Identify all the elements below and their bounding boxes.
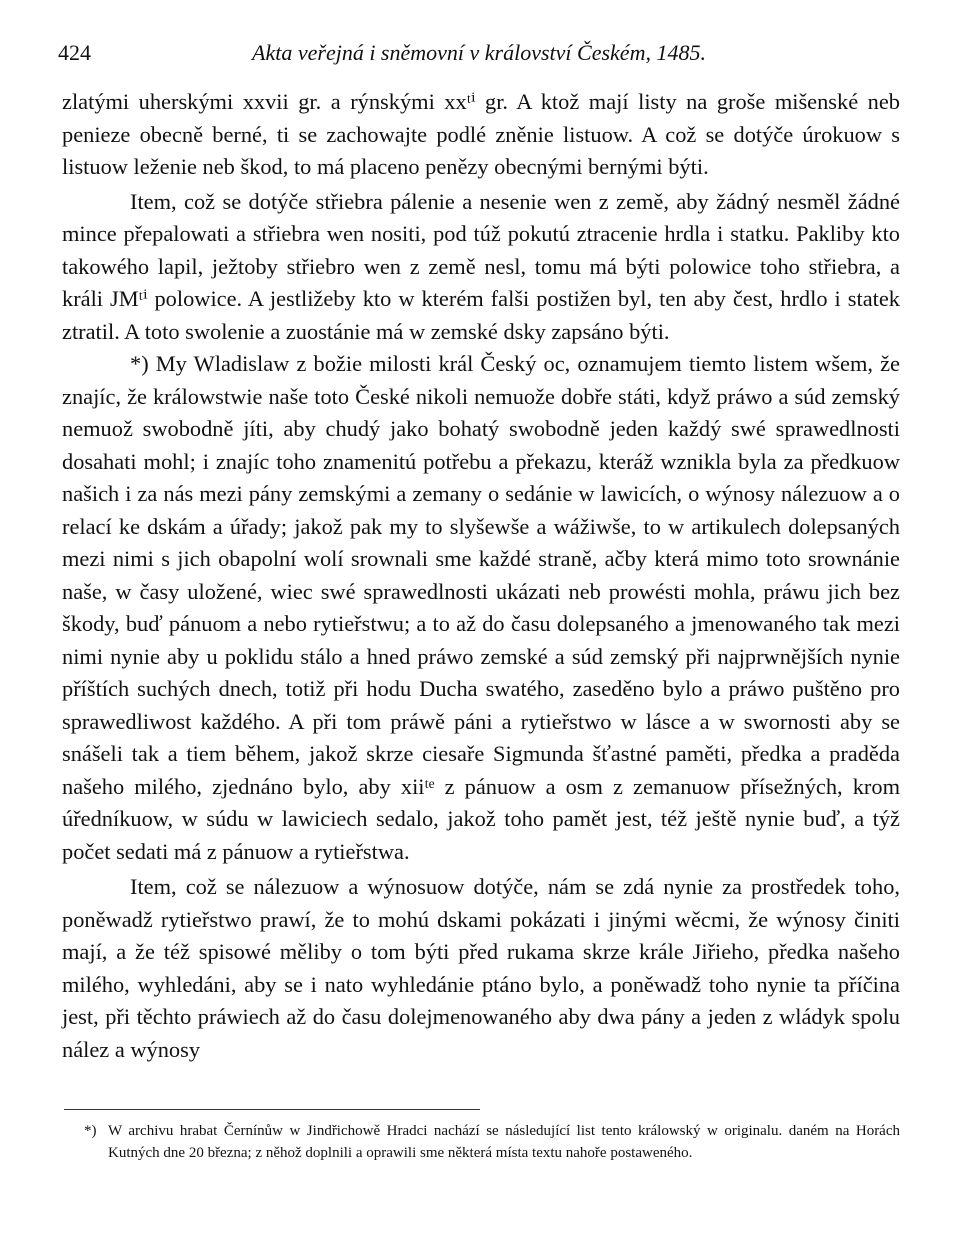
paragraph: zlatými uherskými xxvii gr. a rýnskými xxᵗⁱ gr. A ktož mají listy na groše mišenské neb penieze obecně berné, ti se zachowajte podlé zněnie listuow. A což se dotýče úrokuow s listuow leženie neb škod, to má placeno penězy obecnými bernými býti. <box>62 89 900 179</box>
page-number: 424 <box>58 40 91 65</box>
paragraph: Item, což se dotýče střiebra pálenie a nesenie wen z země, aby žádný nesměl žádné mince přepalowati a střiebra wen nositi, pod túž pokutú ztracenie hrdla i statku. Pakliby kto takowého lapil, ježtoby střiebro wen z země nesl, tomu má býti polowice toho střiebra, a králi JMᵗⁱ polowice. A jestližeby kto w kterém falši postižen byl, ten aby čest, hrdlo i statek ztratil. A toto swolenie a zuostánie má w zemské dsky zapsáno býti. <box>62 188 900 344</box>
paragraph: *) My Wladislaw z božie milosti král Český oc, oznamujem tiemto listem wšem, že znajíc, že králowstwie naše toto České nikoli nemuože dobře státi, když práwo a súd zemský nemuož swobodně jíti, aby chudý jako bohatý swobodně jeden každý swé sprawedlnosti dosahati mohl; i znajíc toho znamenitú potřebu a překazu, kteráž wznikla byla za předkuow našich i za nás mezi pány zemskými a zemany o sedánie w lawicích, o wýnosy nálezuow a o relací ke dskám a úřady; jakož pak my to slyšewše a wážiwše, to w artikulech dolepsaných mezi nimi s jich obapolní wolí srownali sme každé straně, ačby která mimo toto srownánie naše, w časy uložené, wiec swé sprawedlnosti ukázati neb prowésti mohla, práwu jich bez škody, buď pánuom a nebo rytieřstwu; a to až do času dolepsaného a jmenowaného tak mezi nimi nynie aby u poklidu stálo a hned práwo zemské a súd zemský při najprwnějších nynie příštích suchých dnech, totiž při hodu Ducha swatého, zaseděno bylo a práwo puštěno pro sprawedliwost každého. A při tom práwě páni a rytieřstwo w lásce a w swornosti aby se snášeli tak a tiem během, jakož skrze ciesaře Sigmunda šťastné paměti, předka a praděda našeho milého, zjednáno bylo, aby xiiᵗᵉ z pánuow a osm z zemanuow přísežných, krom úředníkuow, w súdu w lawiciech sedalo, jakož toho pamět jest, též ještě nynie buď, a týž počet sedati má z pánuow a rytieřstwa. <box>62 351 900 864</box>
body-text <box>62 86 900 1066</box>
footnote-marker: *) <box>84 1123 97 1139</box>
footnote-divider <box>64 1109 480 1110</box>
footnote <box>84 1120 900 1164</box>
running-title: Akta veřejná i sněmovní v království Českém, 1485. <box>252 40 706 65</box>
paragraph: Item, což se nálezuow a wýnosuow dotýče, nám se zdá nynie za prostředek toho, poněwadž rytieřstwo prawí, že to mohú dskami pokázati i jinými wěcmi, že wýnosy činiti mají, a že též spisowé měliby o tom býti před rukama skrze krále Jiřieho, předka našeho milého, wyhledáni, aby se i nato wyhledánie ptáno bylo, a poněwadž toho nynie ta příčina jest, při těchto práwiech až do času dolejmenowaného aby dwa pány a jeden z wládyk spolu nález a wýnosy <box>62 874 900 1062</box>
footnote-text: W archivu hrabat Černínůw w Jindřichowě Hradci nachází se následující list tento králowský w originalu. daném na Horách Kutných dne 20 března; z něhož doplnili a oprawili sme některá místa textu nahoře postaweného. <box>108 1123 900 1161</box>
page-header <box>58 40 900 74</box>
